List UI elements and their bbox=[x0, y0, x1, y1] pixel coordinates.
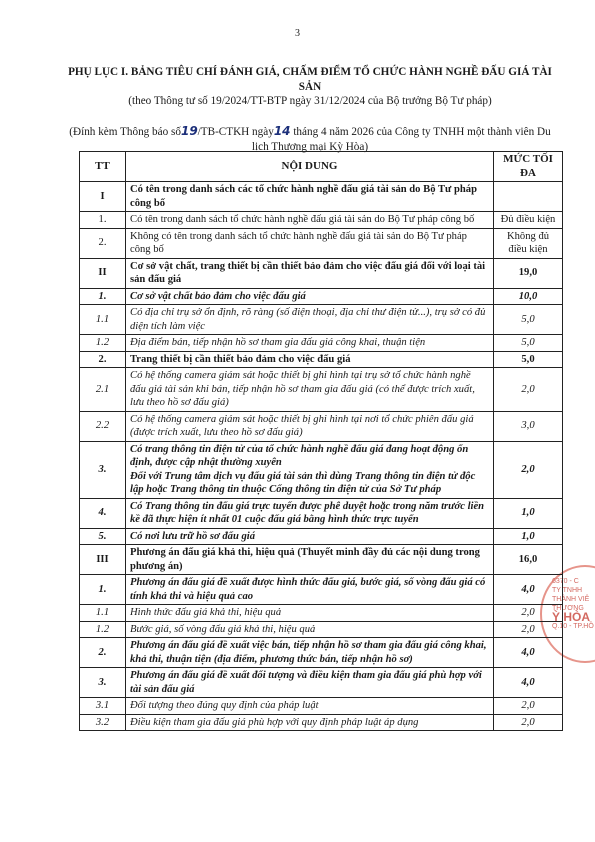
page-number: 3 bbox=[295, 28, 300, 39]
cell-content: Phương án đấu giá khả thi, hiệu quả (Thuyết minh đầy đủ các nội dung trong phương án) bbox=[126, 545, 494, 575]
cell-max: 4,0 bbox=[494, 638, 563, 668]
cell-max: 5,0 bbox=[494, 351, 563, 368]
cell-tt: 2. bbox=[80, 228, 126, 258]
attachment-note bbox=[60, 124, 560, 154]
cell-max: Đủ điều kiện bbox=[494, 212, 563, 229]
table-row bbox=[80, 228, 563, 258]
table-row bbox=[80, 441, 563, 498]
table-row bbox=[80, 351, 563, 368]
cell-tt: 1. bbox=[80, 212, 126, 229]
table-row bbox=[80, 258, 563, 288]
cell-max: 4,0 bbox=[494, 575, 563, 605]
cell-content: Có tên trong danh sách các tổ chức hành nghề đấu giá tài sản do Bộ Tư pháp công bố bbox=[126, 182, 494, 212]
cell-tt: 4. bbox=[80, 498, 126, 528]
cell-tt: II bbox=[80, 258, 126, 288]
cell-max: 1,0 bbox=[494, 498, 563, 528]
cell-tt: 1.1 bbox=[80, 305, 126, 335]
table-row bbox=[80, 668, 563, 698]
cell-tt: 2.1 bbox=[80, 368, 126, 412]
header-max: MỨC TỐI ĐA bbox=[494, 152, 563, 182]
cell-content: Cơ sở vật chất bảo đảm cho việc đấu giá bbox=[126, 288, 494, 305]
cell-content: Không có tên trong danh sách tổ chức hành nghề đấu giá tài sản do Bộ Tư pháp công bố bbox=[126, 228, 494, 258]
cell-max: 3,0 bbox=[494, 411, 563, 441]
cell-tt: 1. bbox=[80, 575, 126, 605]
attach-text-3: tháng 4 năm 2026 của Công ty TNHH một thành viên Du lịch Thương mại Kỳ Hòa) bbox=[251, 126, 551, 153]
cell-content: Phương án đấu giá đề xuất việc bán, tiếp nhận hồ sơ tham gia đấu giá công khai, khả thi, thuận tiện (địa điểm, phương thức bán, tiếp nhận hồ sơ) bbox=[126, 638, 494, 668]
table-row bbox=[80, 575, 563, 605]
cell-max: 4,0 bbox=[494, 668, 563, 698]
table-row bbox=[80, 605, 563, 622]
cell-tt: 3. bbox=[80, 441, 126, 498]
cell-tt: 1.2 bbox=[80, 335, 126, 352]
table-row bbox=[80, 368, 563, 412]
cell-content: Có trang thông tin điện tử của tổ chức hành nghề đấu giá đang hoạt động ổn định, được cập nhật thường xuyên Đối với Trung tâm dịch vụ đấu giá tài sản thì dùng Trang thông tin điện tử độc lập hoặc Trang thông tin thuộc Cổng thông tin điện tử của Sở Tư pháp bbox=[126, 441, 494, 498]
table-row bbox=[80, 698, 563, 715]
table-row bbox=[80, 638, 563, 668]
cell-max: 2,0 bbox=[494, 621, 563, 638]
cell-tt: 1.1 bbox=[80, 605, 126, 622]
cell-max: 19,0 bbox=[494, 258, 563, 288]
cell-content: Phương án đấu giá đề xuất được hình thức đấu giá, bước giá, số vòng đấu giá có tính khả thi và hiệu quả cao bbox=[126, 575, 494, 605]
cell-tt: 5. bbox=[80, 528, 126, 545]
attach-text-2: /TB-CTKH ngày bbox=[197, 126, 274, 138]
table-row bbox=[80, 335, 563, 352]
cell-max: 5,0 bbox=[494, 305, 563, 335]
cell-max: 5,0 bbox=[494, 335, 563, 352]
table-row bbox=[80, 212, 563, 229]
cell-content: Có hệ thống camera giám sát hoặc thiết bị ghi hình tại trụ sở tổ chức hành nghề đấu giá tài sản khi bán, tiếp nhận hồ sơ tham gia đấu giá (có thể được trích xuất, lưu theo hồ sơ đấu giá) bbox=[126, 368, 494, 412]
cell-content: Cơ sở vật chất, trang thiết bị cần thiết bảo đảm cho việc đấu giá đối với loại tài sản đấu giá bbox=[126, 258, 494, 288]
cell-content: Bước giá, số vòng đấu giá khả thi, hiệu quả bbox=[126, 621, 494, 638]
cell-content: Có tên trong danh sách tổ chức hành nghề đấu giá tài sản do Bộ Tư pháp công bố bbox=[126, 212, 494, 229]
header-content: NỘI DUNG bbox=[126, 152, 494, 182]
table-row bbox=[80, 545, 563, 575]
table-row bbox=[80, 305, 563, 335]
handwritten-day: 14 bbox=[273, 124, 291, 138]
criteria-table-body bbox=[80, 182, 563, 731]
table-row bbox=[80, 498, 563, 528]
table-row bbox=[80, 714, 563, 731]
cell-max: 2,0 bbox=[494, 368, 563, 412]
cell-content: Có hệ thống camera giám sát hoặc thiết bị ghi hình tại nơi tổ chức phiên đấu giá (được trích xuất, lưu theo hồ sơ đấu giá) bbox=[126, 411, 494, 441]
cell-content: Có Trang thông tin đấu giá trực tuyến được phê duyệt hoặc trong năm trước liền kề đã thực hiện ít nhất 01 cuộc đấu giá bằng hình thức trực tuyến bbox=[126, 498, 494, 528]
criteria-table bbox=[79, 151, 563, 731]
cell-max: 10,0 bbox=[494, 288, 563, 305]
cell-content: Trang thiết bị cần thiết bảo đảm cho việc đấu giá bbox=[126, 351, 494, 368]
table-row bbox=[80, 411, 563, 441]
cell-content: Hình thức đấu giá khả thi, hiệu quả bbox=[126, 605, 494, 622]
cell-content: Có nơi lưu trữ hồ sơ đấu giá bbox=[126, 528, 494, 545]
appendix-subtitle: (theo Thông tư số 19/2024/TT-BTP ngày 31/12/2024 của Bộ trưởng Bộ Tư pháp) bbox=[128, 95, 492, 107]
cell-tt: I bbox=[80, 182, 126, 212]
cell-tt: 1. bbox=[80, 288, 126, 305]
cell-tt: 3.1 bbox=[80, 698, 126, 715]
cell-content: Đối tượng theo đúng quy định của pháp luật bbox=[126, 698, 494, 715]
appendix-title: PHỤ LỤC I. BẢNG TIÊU CHÍ ĐÁNH GIÁ, CHẤM ĐIỂM TỔ CHỨC HÀNH NGHỀ ĐẤU GIÁ TÀI SẢN bbox=[68, 66, 552, 93]
cell-tt: 2. bbox=[80, 638, 126, 668]
table-row bbox=[80, 288, 563, 305]
cell-max: 2,0 bbox=[494, 714, 563, 731]
cell-tt: 2. bbox=[80, 351, 126, 368]
cell-tt: 1.2 bbox=[80, 621, 126, 638]
table-row bbox=[80, 182, 563, 212]
cell-max: 2,0 bbox=[494, 698, 563, 715]
cell-max bbox=[494, 182, 563, 212]
cell-tt: 3.2 bbox=[80, 714, 126, 731]
cell-tt: III bbox=[80, 545, 126, 575]
attach-text-1: (Đính kèm Thông báo số bbox=[69, 126, 181, 138]
handwritten-number: 19 bbox=[180, 124, 198, 138]
cell-content: Có địa chỉ trụ sở ổn định, rõ ràng (số điện thoại, địa chỉ thư điện tử...), trụ sở có đủ diện tích làm việc bbox=[126, 305, 494, 335]
cell-content: Điều kiện tham gia đấu giá phù hợp với quy định pháp luật áp dụng bbox=[126, 714, 494, 731]
table-row bbox=[80, 621, 563, 638]
cell-max: 16,0 bbox=[494, 545, 563, 575]
company-stamp: 6370 - C TY TNHH THÀNH VIÊ THƯƠNG Ỳ HÒA Q.10 - TP.HỒ bbox=[540, 565, 595, 663]
cell-tt: 2.2 bbox=[80, 411, 126, 441]
cell-max: 2,0 bbox=[494, 441, 563, 498]
table-row bbox=[80, 528, 563, 545]
cell-max: Không đủ điều kiện bbox=[494, 228, 563, 258]
cell-content: Địa điểm bán, tiếp nhận hồ sơ tham gia đấu giá công khai, thuận tiện bbox=[126, 335, 494, 352]
cell-tt: 3. bbox=[80, 668, 126, 698]
cell-max: 1,0 bbox=[494, 528, 563, 545]
cell-content: Phương án đấu giá đề xuất đối tượng và điều kiện tham gia đấu giá phù hợp với tài sản đấu giá bbox=[126, 668, 494, 698]
cell-max: 2,0 bbox=[494, 605, 563, 622]
table-header-row bbox=[80, 152, 563, 182]
header-tt: TT bbox=[80, 152, 126, 182]
